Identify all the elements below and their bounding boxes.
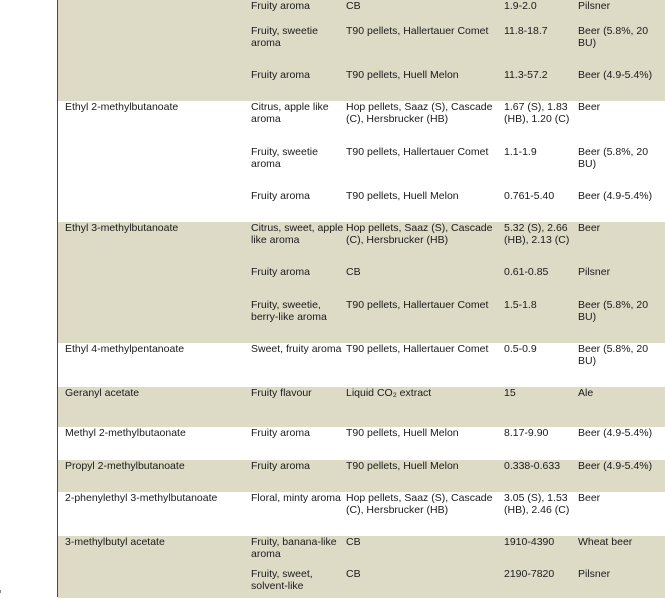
descriptor-cell: Fruity aroma <box>251 266 346 299</box>
compound-cell: 3-methylbutyl acetate <box>58 536 251 568</box>
matrix-cell: Beer (5.8%, 20 BU) <box>578 146 649 170</box>
table-row <box>58 460 665 492</box>
descriptor-cell: Fruity flavour <box>251 387 346 427</box>
matrix-cell: Beer (4.9-5.4%) <box>578 190 653 202</box>
descriptor-cell: Fruity aroma <box>251 69 346 101</box>
hop-source-cell: CB <box>346 0 504 25</box>
concentration-cell: 1.9-2.0 <box>504 0 578 25</box>
hop-source-cell: T90 pellets, Huell Melon <box>346 460 504 492</box>
hop-source-cell: Liquid CO₂ extract <box>346 387 504 427</box>
concentration-cell: 5.32 (S), 2.66 (HB), 2.13 (C) <box>504 222 578 266</box>
compound-cell <box>58 146 251 190</box>
descriptor-cell: Fruity aroma <box>251 460 346 492</box>
hop-source-cell: CB <box>346 568 504 598</box>
compound-cell <box>58 266 251 299</box>
compound-cell: Methyl 2-methylbutaonate <box>65 427 186 439</box>
table-row <box>58 266 665 299</box>
compound-cell: Geranyl acetate <box>58 387 251 427</box>
concentration-cell: 2190-7820 <box>504 568 578 598</box>
hop-source-cell: T90 pellets, Hallertauer Comet <box>346 25 504 69</box>
hop-source-cell: T90 pellets, Hallertauer Comet <box>346 146 489 158</box>
margin-mark <box>0 590 4 593</box>
table-row <box>58 387 665 427</box>
concentration-cell: 11.8-18.7 <box>504 25 578 69</box>
table-row <box>58 101 665 146</box>
table-row <box>58 568 665 598</box>
concentration-cell: 0.761-5.40 <box>504 190 555 202</box>
matrix-cell: Pilsner <box>578 266 665 299</box>
hop-source-cell: T90 pellets, Hallertauer Comet <box>346 299 504 343</box>
descriptor-cell: Fruity, banana-like aroma <box>251 536 346 568</box>
table-row <box>58 427 665 460</box>
hop-source-cell: Hop pellets, Saaz (S), Cascade (C), Hersbrucker (HB) <box>346 222 504 266</box>
matrix-cell: Beer (4.9-5.4%) <box>578 69 665 101</box>
hop-source-cell: CB <box>346 536 504 568</box>
matrix-cell: Beer (5.8%, 20 BU) <box>578 25 665 69</box>
hop-source-cell: T90 pellets, Hallertauer Comet <box>346 343 489 355</box>
table-row <box>58 343 665 387</box>
compound-cell <box>58 0 251 25</box>
matrix-cell: Beer <box>578 101 601 113</box>
descriptor-cell: Citrus, apple like aroma <box>251 101 329 125</box>
concentration-cell: 1910-4390 <box>504 536 578 568</box>
table-row <box>58 25 665 69</box>
concentration-cell: 11.3-57.2 <box>504 69 578 101</box>
compound-cell <box>58 190 251 222</box>
matrix-cell: Beer (5.8%, 20 BU) <box>578 343 649 367</box>
descriptor-cell: Fruity, sweetie aroma <box>251 146 318 170</box>
compound-cell <box>58 69 251 101</box>
hop-source-cell: CB <box>346 266 504 299</box>
table-row <box>58 222 665 266</box>
table-row <box>58 146 665 190</box>
table-row <box>58 536 665 568</box>
descriptor-cell: Fruity aroma <box>251 190 310 202</box>
concentration-cell: 8.17-9.90 <box>504 427 549 439</box>
matrix-cell: Pilsner <box>578 568 665 598</box>
matrix-cell: Beer <box>578 222 665 266</box>
matrix-cell: Beer (4.9-5.4%) <box>578 460 665 492</box>
descriptor-cell: Citrus, sweet, apple like aroma <box>251 222 346 266</box>
concentration-cell: 0.338-0.633 <box>504 460 578 492</box>
hop-source-cell: T90 pellets, Huell Melon <box>346 69 504 101</box>
table-row <box>58 492 665 536</box>
descriptor-cell: Fruity, sweetie aroma <box>251 25 346 69</box>
compound-cell: Ethyl 4-methylpentanoate <box>65 343 185 355</box>
compound-cell <box>58 568 251 598</box>
descriptor-cell: Fruity aroma <box>251 0 346 25</box>
concentration-cell: 1.67 (S), 1.83 (HB), 1.20 (C) <box>504 101 570 125</box>
descriptor-cell: Fruity aroma <box>251 427 310 439</box>
concentration-cell: 0.61-0.85 <box>504 266 578 299</box>
compound-cell: Ethyl 2-methylbutanoate <box>65 101 179 113</box>
matrix-cell: Wheat beer <box>578 536 665 568</box>
compound-cell: Propyl 2-methylbutanoate <box>58 460 251 492</box>
matrix-cell: Beer (5.8%, 20 BU) <box>578 299 665 343</box>
table-row <box>58 0 665 25</box>
hop-ester-table <box>58 0 665 598</box>
concentration-cell: 1.5-1.8 <box>504 299 578 343</box>
hop-source-cell: T90 pellets, Huell Melon <box>346 190 459 202</box>
concentration-cell: 1.1-1.9 <box>504 146 537 158</box>
compound-cell: 2-phenylethyl 3-methylbutanoate <box>65 492 218 504</box>
matrix-cell: Pilsner <box>578 0 665 25</box>
compound-cell <box>58 25 251 69</box>
matrix-cell: Beer <box>578 492 601 504</box>
matrix-cell: Beer (4.9-5.4%) <box>578 427 653 439</box>
descriptor-cell: Fruity, sweetie, berry-like aroma <box>251 299 346 343</box>
concentration-cell: 15 <box>504 387 578 427</box>
concentration-cell: 3.05 (S), 1.53 (HB), 2.46 (C) <box>504 492 570 516</box>
compound-cell: Ethyl 3-methylbutanoate <box>58 222 251 266</box>
hop-source-cell: Hop pellets, Saaz (S), Cascade (C), Hersbrucker (HB) <box>346 492 493 516</box>
table-body <box>58 0 665 598</box>
table-row <box>58 190 665 222</box>
data-table-container <box>58 0 653 597</box>
matrix-cell: Ale <box>578 387 665 427</box>
concentration-cell: 0.5-0.9 <box>504 343 537 355</box>
compound-cell <box>58 299 251 343</box>
table-row <box>58 69 665 101</box>
descriptor-cell: Fruity, sweet, solvent-like <box>251 568 346 598</box>
hop-source-cell: Hop pellets, Saaz (S), Cascade (C), Hersbrucker (HB) <box>346 101 493 125</box>
descriptor-cell: Sweet, fruity aroma <box>251 343 342 355</box>
hop-source-cell: T90 pellets, Huell Melon <box>346 427 459 439</box>
descriptor-cell: Floral, minty aroma <box>251 492 341 504</box>
table-row <box>58 299 665 343</box>
